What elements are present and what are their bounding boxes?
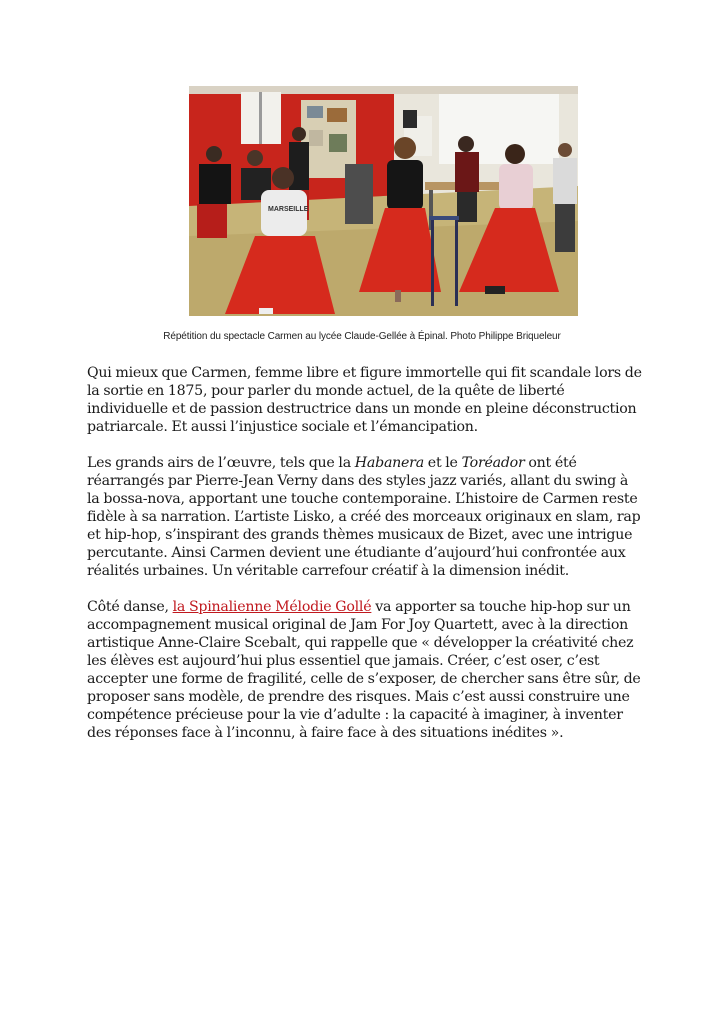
article-photo — [189, 86, 578, 316]
paragraph-music — [87, 454, 643, 580]
paragraph-intro: Qui mieux que Carmen, femme libre et figure immortelle qui fit scandale lors de la sortie en 1875, pour parler du monde actuel, de la quête de liberté individuelle et de passion destructrice dans un monde en pleine déconstruction patriarcale. Et aussi l’injustice sociale et l’émancipation. — [87, 365, 642, 435]
paragraph-music-text-2: et le — [423, 455, 462, 471]
photo-caption: Répétition du spectacle Carmen au lycée Claude-Gellée à Épinal. Photo Philippe Briqueleur — [163, 331, 561, 342]
melodie-golle-link[interactable]: la Spinalienne Mélodie Gollé — [172, 599, 372, 615]
habanera-title: Habanera — [354, 455, 424, 471]
paragraph-music-text-3: ont été réarrangés par Pierre-Jean Verny dans des styles jazz variés, allant du swing à la bossa-nova, apportant une touche contemporaine. L’histoire de Carmen reste fidèle à sa narration. L’artiste Lisko, a créé des morceaux originaux en slam, rap et hip-hop, s’inspirant des grands thèmes musicaux de Bizet, avec une intrigue percutante. Ainsi Carmen devient une étudiante d’aujourd’hui confrontée aux réalités urbaines. Un véritable carrefour créatif à la dimension inédit. — [87, 455, 641, 579]
dance-rehearsal-image — [189, 86, 578, 316]
paragraph-dance-text-1: Côté danse, — [87, 599, 173, 615]
sweatshirt-print: MARSEILLE — [268, 206, 309, 213]
paragraph-dance-text-2: va apporter sa touche hip-hop sur un accompagnement musical original de Jam For Joy Quartett, avec à la direction artistique Anne-Claire Scebalt, qui rappelle que « développer la créativité chez les élèves est aujourd’hui plus essentiel que jamais. Créer, c’est oser, c’est accepter une forme de fragilité, celle de s’exposer, de chercher sans être sûr, de proposer sans modèle, de prendre des risques. Mais c’est aussi construire une compétence précieuse pour la vie d’adulte : la capacité à imaginer, à inventer des réponses face à l’inconnu, à faire face à des situations inédites ». — [87, 599, 641, 741]
article-body — [87, 364, 643, 760]
paragraph-dance — [87, 598, 643, 742]
paragraph-music-text-1: Les grands airs de l’œuvre, tels que la — [87, 455, 355, 471]
toreador-title: Toréador — [461, 455, 525, 471]
